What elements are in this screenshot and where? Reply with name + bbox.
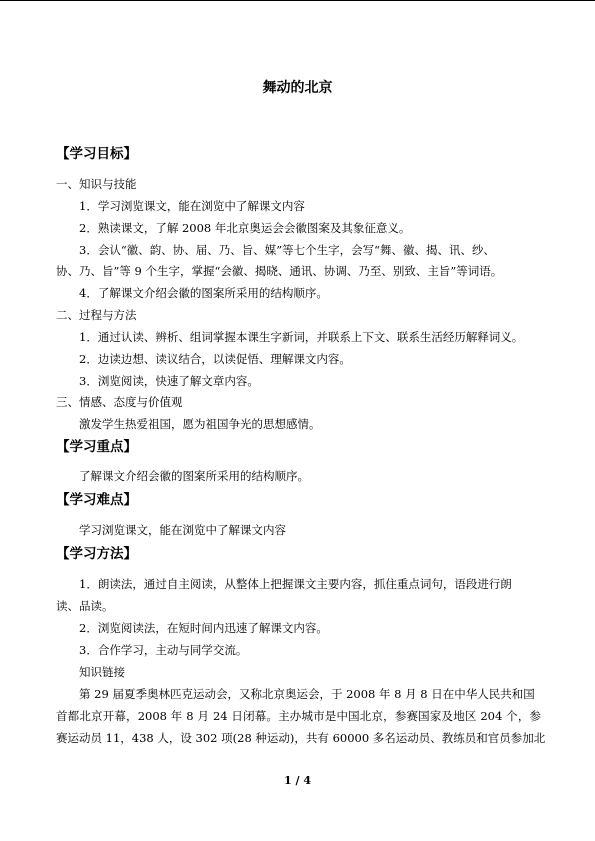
knowledge-skills-heading: 一、知识与技能 (56, 177, 137, 191)
knowledge-link-line: 第 29 届夏季奥林匹克运动会，又称北京奥运会，于 2008 年 8 月 8 日在中华人民共和国 (79, 687, 535, 701)
objective-item: 激发学生热爱祖国，愿为祖国争光的思想感情。 (79, 417, 321, 431)
objective-item-continued: 协、乃、旨”等 9 个生字，掌握“会徽、揭晓、通讯、协调、乃至、别致、主旨”等词语。 (56, 264, 503, 278)
knowledge-link-line: 首都北京开幕，2008 年 8 月 24 日闭幕。主办城市是中国北京，参赛国家及地区 204 个，参 (56, 709, 541, 723)
difficulties-text: 学习浏览课文，能在浏览中了解课文内容 (79, 523, 286, 537)
emotion-values-heading: 三、情感、态度与价值观 (56, 395, 183, 409)
methods-heading: 【学习方法】 (56, 546, 137, 562)
objective-item: 2．熟读课文，了解 2008 年北京奥运会会徽图案及其象征意义。 (79, 221, 411, 235)
objective-item: 1．学习浏览课文，能在浏览中了解课文内容 (79, 199, 305, 213)
process-methods-heading: 二、过程与方法 (56, 308, 137, 322)
method-item: 1．朗读法，通过自主阅读，从整体上把握课文主要内容，抓住重点词句，语段进行朗 (79, 577, 512, 591)
page-title: 舞动的北京 (262, 80, 333, 96)
key-points-text: 了解课文介绍会徽的图案所采用的结构顺序。 (79, 469, 309, 483)
objective-item: 1．通过认读、辨析、组词掌握本课生字新词，并联系上下文、联系生活经历解释词义。 (79, 330, 524, 344)
method-item-continued: 读、品读。 (56, 599, 114, 613)
method-item: 2．浏览阅读法，在短时间内迅速了解课文内容。 (79, 621, 328, 635)
objectives-heading: 【学习目标】 (56, 146, 137, 162)
objective-item: 3．会认“徽、韵、协、届、乃、旨、媒”等七个生字，会写“舞、徽、揭、讯、纱、 (79, 243, 495, 257)
difficulties-heading: 【学习难点】 (56, 492, 137, 508)
knowledge-link-line: 赛运动员 11，438 人，设 302 项(28 种运动)，共有 60000 多名运动员、教练员和官员参加北 (56, 731, 546, 745)
page-number: 1 / 4 (284, 774, 311, 787)
key-points-heading: 【学习重点】 (56, 439, 137, 455)
method-item: 3．合作学习，主动与同学交流。 (79, 643, 248, 657)
objective-item: 3．浏览阅读，快速了解文章内容。 (79, 374, 259, 388)
knowledge-link-heading: 知识链接 (79, 665, 125, 679)
objective-item: 2．边读边想、读议结合，以读促悟、理解课文内容。 (79, 352, 351, 366)
objective-item: 4．了解课文介绍会徽的图案所采用的结构顺序。 (79, 286, 328, 300)
